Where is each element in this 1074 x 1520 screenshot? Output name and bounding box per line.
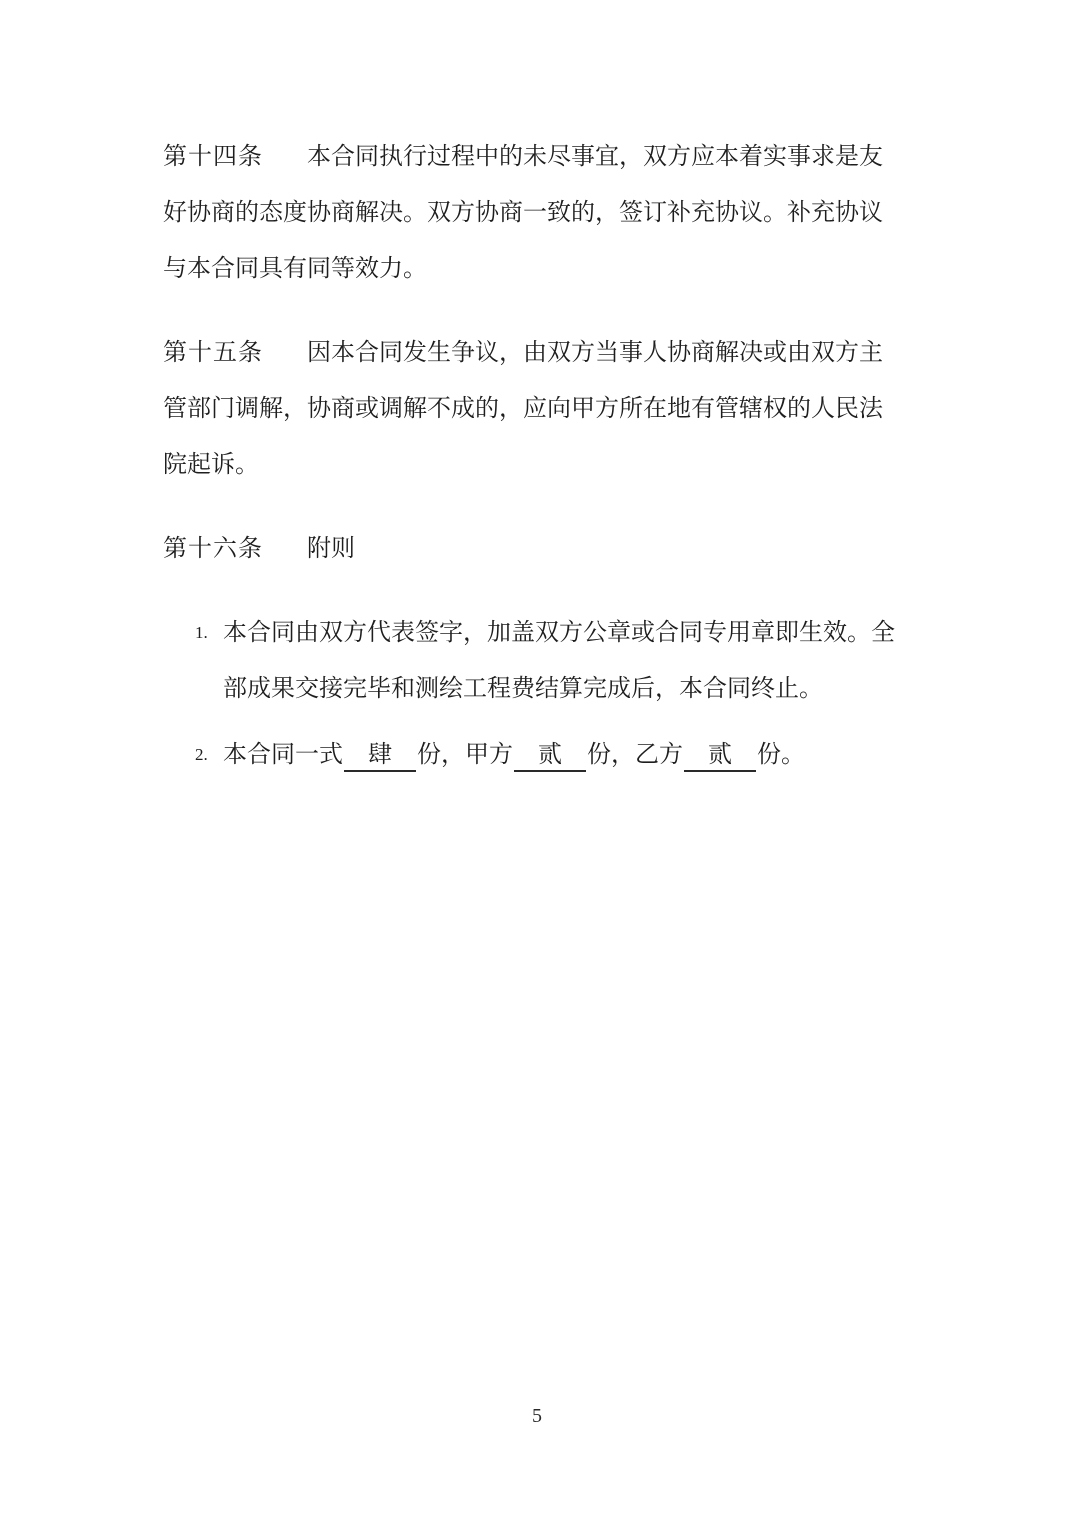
fill-in-blank-party-b-copies: 贰 <box>684 740 756 772</box>
article-16-text: 附则 <box>307 536 355 562</box>
list-item-1-number: 1. <box>195 623 208 642</box>
page-number: 5 <box>532 1405 542 1427</box>
article-14 <box>163 129 900 297</box>
article-16-line-1 <box>163 521 900 577</box>
article-14-line-2: 好协商的态度协商解决。双方协商一致的，签订补充协议。补充协议 <box>163 200 883 226</box>
list-item-2-number: 2. <box>195 745 208 764</box>
fill-in-blank-party-a-copies: 贰 <box>514 740 586 772</box>
article-15-line-3: 院起诉。 <box>163 452 259 478</box>
copies-text-end: 份。 <box>757 742 805 768</box>
article-14-line-3: 与本合同具有同等效力。 <box>163 256 427 282</box>
list-item-1 <box>163 605 900 717</box>
list-item-2 <box>163 727 900 783</box>
article-15-line-1 <box>163 325 900 381</box>
copies-text-total: 本合同一式 <box>223 742 343 768</box>
list-item-2-line-1 <box>223 727 900 783</box>
document-content <box>163 129 900 793</box>
fill-in-blank-total-copies: 肆 <box>344 740 416 772</box>
article-15 <box>163 325 900 493</box>
copies-text-party-b: 份，乙方 <box>587 742 683 768</box>
article-15-text: 因本合同发生争议，由双方当事人协商解决或由双方主 <box>307 340 883 366</box>
list-item-1-line-2: 部成果交接完毕和测绘工程费结算完成后，本合同终止。 <box>223 676 823 702</box>
attachment-list <box>163 605 900 783</box>
article-16 <box>163 521 900 577</box>
list-item-1-line-1: 本合同由双方代表签字，加盖双方公章或合同专用章即生效。全 <box>223 620 895 646</box>
article-14-text: 本合同执行过程中的未尽事宜，双方应本着实事求是友 <box>307 144 883 170</box>
article-14-number: 第十四条 <box>163 144 263 170</box>
article-16-number: 第十六条 <box>163 536 263 562</box>
copies-text-party-a: 份，甲方 <box>417 742 513 768</box>
article-15-number: 第十五条 <box>163 340 263 366</box>
article-14-line-1 <box>163 129 900 185</box>
article-15-line-2: 管部门调解，协商或调解不成的，应向甲方所在地有管辖权的人民法 <box>163 396 883 422</box>
